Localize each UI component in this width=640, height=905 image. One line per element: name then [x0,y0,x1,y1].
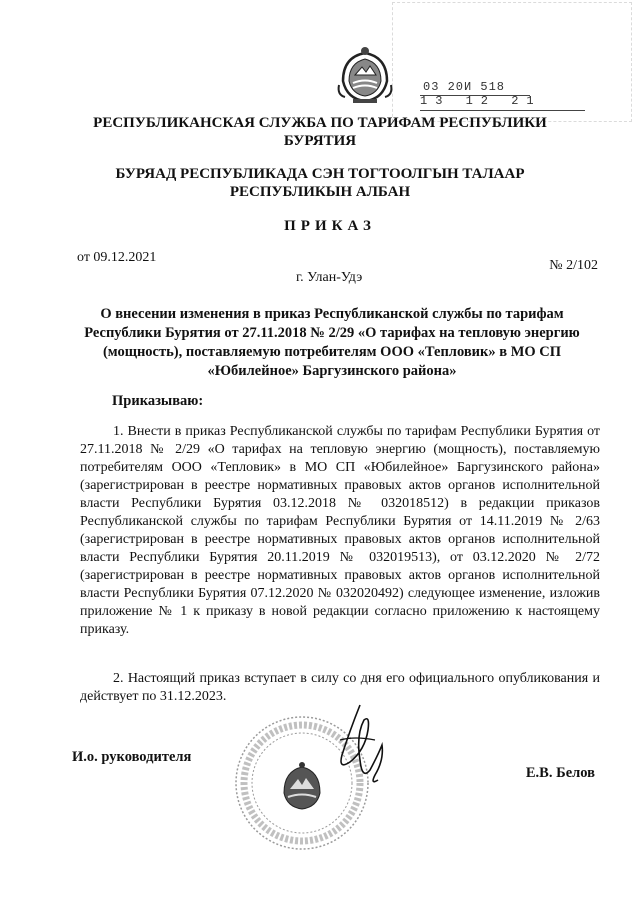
paragraph-1: 1. Внести в приказ Республиканской службы по тарифам Республики Бурятия от 27.11.2018 № 2/29 «О тарифах на тепловую энергию (мощность), поставляемую потребителям ООО «Тепловик» в МО СП «Юбилейное» Баргузинского района» (зарегистрирован в реестре нормативных правовых актов органов исполнительной власти Республики Бурятия 03.12.2018 № 032018512) в редакции приказов Республиканской службы по тарифам Республики Бурятия от 14.11.2019 № 2/63 (зарегистрирован в реестре нормативных правовых актов органов исполнительной власти Республики Бурятия 20.11.2019 № 032019513), от 03.12.2020 № 2/72 (зарегистрирован в реестре нормативных правовых актов органов исполнительной власти Республики Бурятия 07.12.2020 № 032020492) следующее изменение, изложив приложение № 1 к приказу в новой редакции согласно приложению к настоящему приказу. [80,424,600,637]
handwritten-signature [320,700,400,800]
document-type: ПРИКАЗ [284,218,376,234]
document-date: от 09.12.2021 [77,250,157,265]
republic-emblem-icon [335,45,395,105]
registration-date: 13 12 21 [420,94,542,108]
document-subject: О внесении изменения в приказ Республиканской службы по тарифам Республики Бурятия от 27.11.2018 № 2/29 «О тарифах на тепловую энергию (мощность), поставляемую потребителям ООО «Тепловик» в МО СП «Юбилейное» Баргузинского района» [84,306,580,379]
order-heading: Приказываю: [112,393,204,409]
document-number: № 2/102 [549,258,598,273]
registration-underline-2 [420,110,585,111]
signatory-name: Е.В. Белов [525,765,595,781]
paragraph-2: 2. Настоящий приказ вступает в силу со дня его официального опубликования и действует по 31.12.2023. [80,671,600,704]
agency-name-russian: РЕСПУБЛИКАНСКАЯ СЛУЖБА ПО ТАРИФАМ РЕСПУБЛИКИ БУРЯТИЯ [93,115,547,149]
agency-name-buryat: БУРЯАД РЕСПУБЛИКАДА СЭН ТОГТООЛГЫН ТАЛААР РЕСПУБЛИКЫН АЛБАН [115,166,525,200]
registration-number: 03 20И 518 [423,80,506,94]
document-city: г. Улан-Удэ [296,270,363,285]
signatory-role: И.о. руководителя [72,749,192,765]
